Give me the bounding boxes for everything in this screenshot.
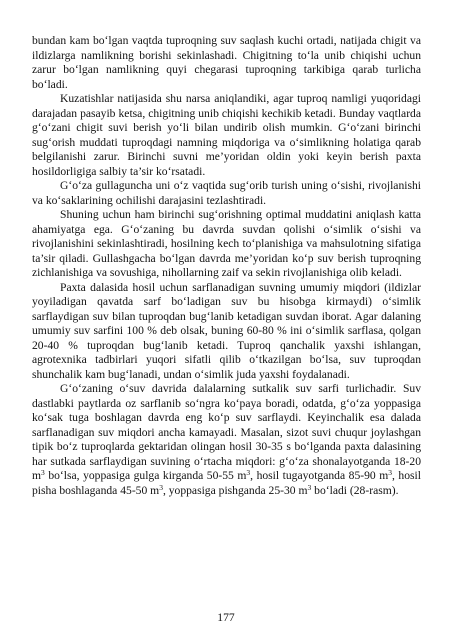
text-run: , hosil tugayotganda 85-90 m [250,469,389,482]
superscript: 3 [246,468,251,477]
text-run: , hosil pisha boshlaganda 45-50 m [32,469,421,497]
text-run: bo‘ladi (28-rasm). [311,483,399,497]
paragraph: G‘o‘za gullaguncha uni o‘z vaqtida sug‘orib turish uning o‘sishi, rivojlanishi va ko‘saklarining ochilishi darajasini tezlashtiradi. [32,179,421,207]
text-run: bo‘lsa, yoppasiga gulga kirganda 50-55 m [44,469,247,482]
text-run: G‘o‘zaning o‘suv davrida dalalarning sutkalik suv sarfi turlichadir. Suv dastlabki paytlarda oz sarflanib so‘ngra ko‘paya boradi, odatda, g‘o‘za yoppasiga ko‘sak tuga boshlagan davrda eng ko‘p suv sarflaydi. Keyinchalik esa dalada sarflanadigan suv miqdori ancha kamayadi. Masalan, sizot suvi chuqur joylashgan tipik bo‘z tuproqlarda gektaridan olingan hosil 30-35 s bo‘lganda paxta dalasining har sutkada sarflaydigan suvining o‘rtacha miqdori: g‘o‘za shonalayotganda 18-20 m [32,382,421,482]
superscript: 3 [41,468,45,477]
paragraph: Paxta dalasida hosil uchun sarflanadigan suvning umumiy miqdori (ildizlar yoyiladigan qavatda sarf bo‘ladigan suv bu hisobga kirmaydi) o‘simlik sarflaydigan suv bilan tuproqdan bug‘lanib ketadigan suvdan iborat. Agar dalaning umumiy suv sarfini 100 % deb olsak, buning 60-80 % ini o‘simlik sarflasa, qolgan 20-40 % tuproqdan bug‘lanib ketadi. Tuproq qanchalik yaxshi ishlangan, agrotexnika tadbirlari yuqori sifatli qilib o‘tkazilgan bo‘lsa, suv tuproqdan shunchalik kam bug‘lanadi, undan o‘simlik juda yaxshi foydalanadi. [32,280,421,381]
paragraph: bundan kam bo‘lgan vaqtda tuproqning suv saqlash kuchi ortadi, natijada chigit va ildizlarga namlikning borishi sekinlashadi. Chigitning to‘la unib chiqishi uchun zarur bo‘lgan namlikning quyi chegarasi tuproqning tarkibiga qarab turlicha bo‘ladi. [32,34,421,91]
page-body [32,34,421,498]
paragraph-last [32,382,421,498]
superscript: 3 [159,482,163,492]
paragraph: Kuzatishlar natijasida shu narsa aniqlandiki, agar tuproq namligi yuqoridagi darajadan pasayib ketsa, chigitning unib chiqishi kechikib ketadi. Bunday vaqtlarda g‘o‘zani chigit suvi berish yo‘li bilan undirib olish mumkin. G‘o‘zani birinchi sug‘orish muddati tuproqdagi namning miqdoriga va o‘simlikning holatiga qarab belgilanishi zarur. Birinchi suvni me’yoridan oldin yoki keyin berish paxta hosildorligiga salbiy ta’sir ko‘rsatadi. [32,92,421,178]
superscript: 3 [307,482,312,492]
page-number: 177 [217,611,235,624]
paragraph: Shuning uchun ham birinchi sug‘orishning optimal muddatini aniqlash katta ahamiyatga ega. G‘o‘zaning bu davrda suvdan qolishi o‘simlik o‘sishi va rivojlanishini sekinlashtiradi, hosilning kech to‘planishiga va mahsulotning sifatiga ta’sir qiladi. Gullashgacha bo‘lgan davrda me’yoridan ko‘p suv berish tuproqning zichlanishiga va sovushiga, nihollarning zaif va sekin rivojlanishiga olib keladi. [32,208,421,279]
superscript: 3 [388,468,392,477]
text-run: , yoppasiga pishganda 25-30 m [162,483,308,497]
